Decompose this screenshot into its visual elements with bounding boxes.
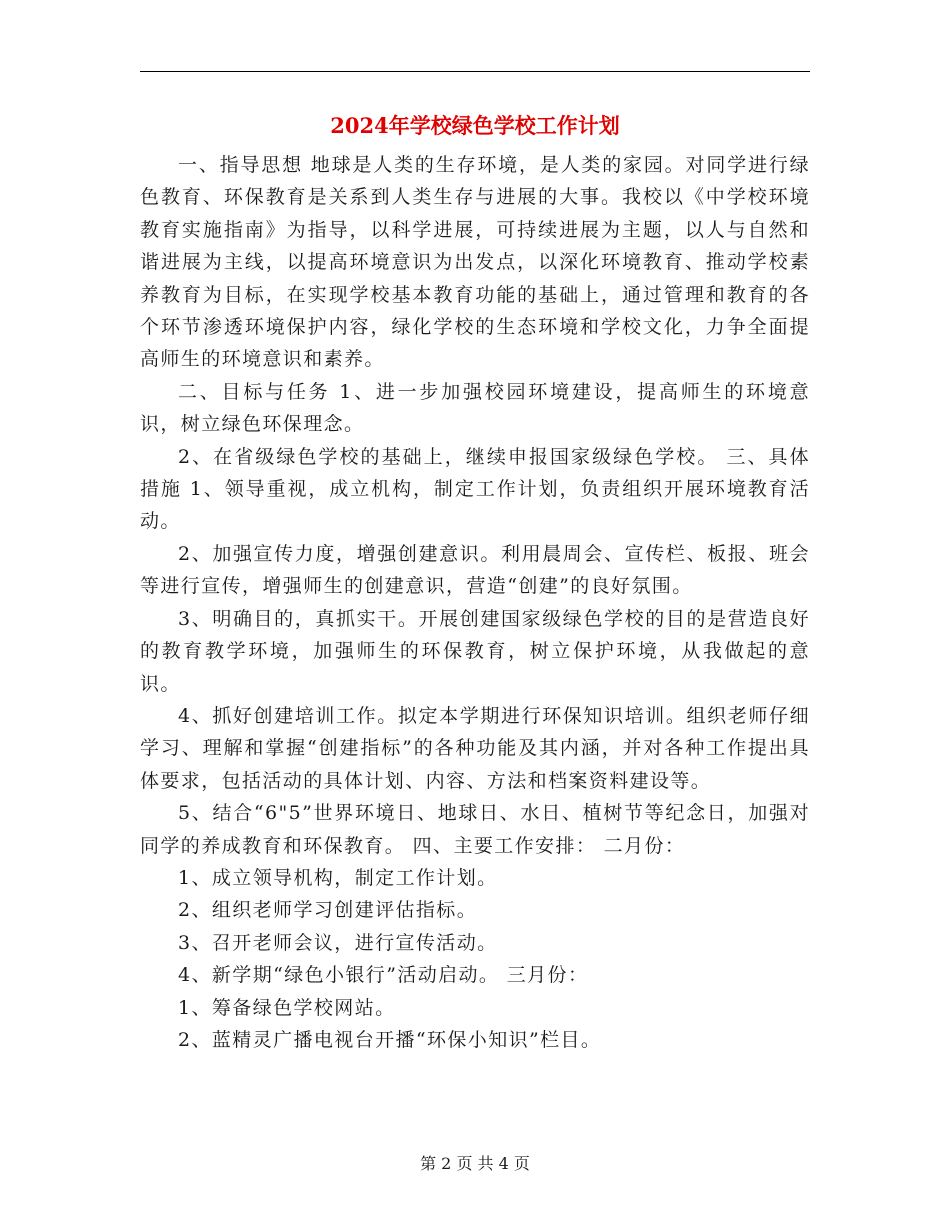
- paragraph-measures: 2、在省级绿色学校的基础上，继续申报国家级绿色学校。 三、具体措施 1、领导重视，成立机构，制定工作计划，负责组织开展环境教育活动。: [140, 445, 810, 533]
- list-item: 2、组织老师学习创建评估指标。: [178, 899, 478, 922]
- paragraph-purpose: 3、明确目的，真抓实干。开展创建国家级绿色学校的目的是营造良好的教育教学环境，加强师生的环保教育，树立保护环境，从我做起的意识。: [140, 607, 810, 695]
- paragraph-goals: 二、目标与任务 1、进一步加强校园环境建设，提高师生的环境意识，树立绿色环保理念。: [140, 380, 810, 436]
- list-item: 4、新学期“绿色小银行”活动启动。 三月份：: [178, 964, 589, 987]
- paragraph-training: 4、抓好创建培训工作。拟定本学期进行环保知识培训。组织老师仔细学习、理解和掌握“创建指标”的各种功能及其内涵，并对各种工作提出具体要求，包括活动的具体计划、内容、方法和档案资料建设等。: [140, 704, 810, 792]
- paragraph-publicity: 2、加强宣传力度，增强创建意识。利用晨周会、宣传栏、板报、班会等进行宣传，增强师生的创建意识，营造“创建”的良好氛围。: [140, 542, 810, 598]
- paragraph-environment-days: 5、结合“6"5”世界环境日、地球日、水日、植树节等纪念日，加强对同学的养成教育和环保教育。 四、主要工作安排： 二月份：: [140, 802, 810, 857]
- header-rule: [140, 71, 810, 72]
- list-item: 3、召开老师会议，进行宣传活动。: [178, 931, 498, 954]
- document-body: [140, 149, 810, 1056]
- list-item: 2、蓝精灵广播电视台开播“环保小知识”栏目。: [178, 1028, 602, 1051]
- list-item: 1、筹备绿色学校网站。: [178, 996, 396, 1019]
- page-number-footer: 第 2 页 共 4 页: [420, 1154, 530, 1173]
- document-title: 2024年学校绿色学校工作计划: [330, 113, 620, 138]
- paragraph-guiding-ideology: 一、指导思想 地球是人类的生存环境，是人类的家园。对同学进行绿色教育、环保教育是关系到人类生存与进展的大事。我校以《中学校环境教育实施指南》为指导，以科学进展，可持续进展为主题，以人与自然和谐进展为主线，以提高环境意识为出发点，以深化环境教育、推动学校素养教育为目标，在实现学校基本教育功能的基础上，通过管理和教育的各个环节渗透环境保护内容，绿化学校的生态环境和学校文化，力争全面提高师生的环境意识和素养。: [140, 154, 810, 371]
- list-item: 1、成立领导机构，制定工作计划。: [178, 866, 498, 889]
